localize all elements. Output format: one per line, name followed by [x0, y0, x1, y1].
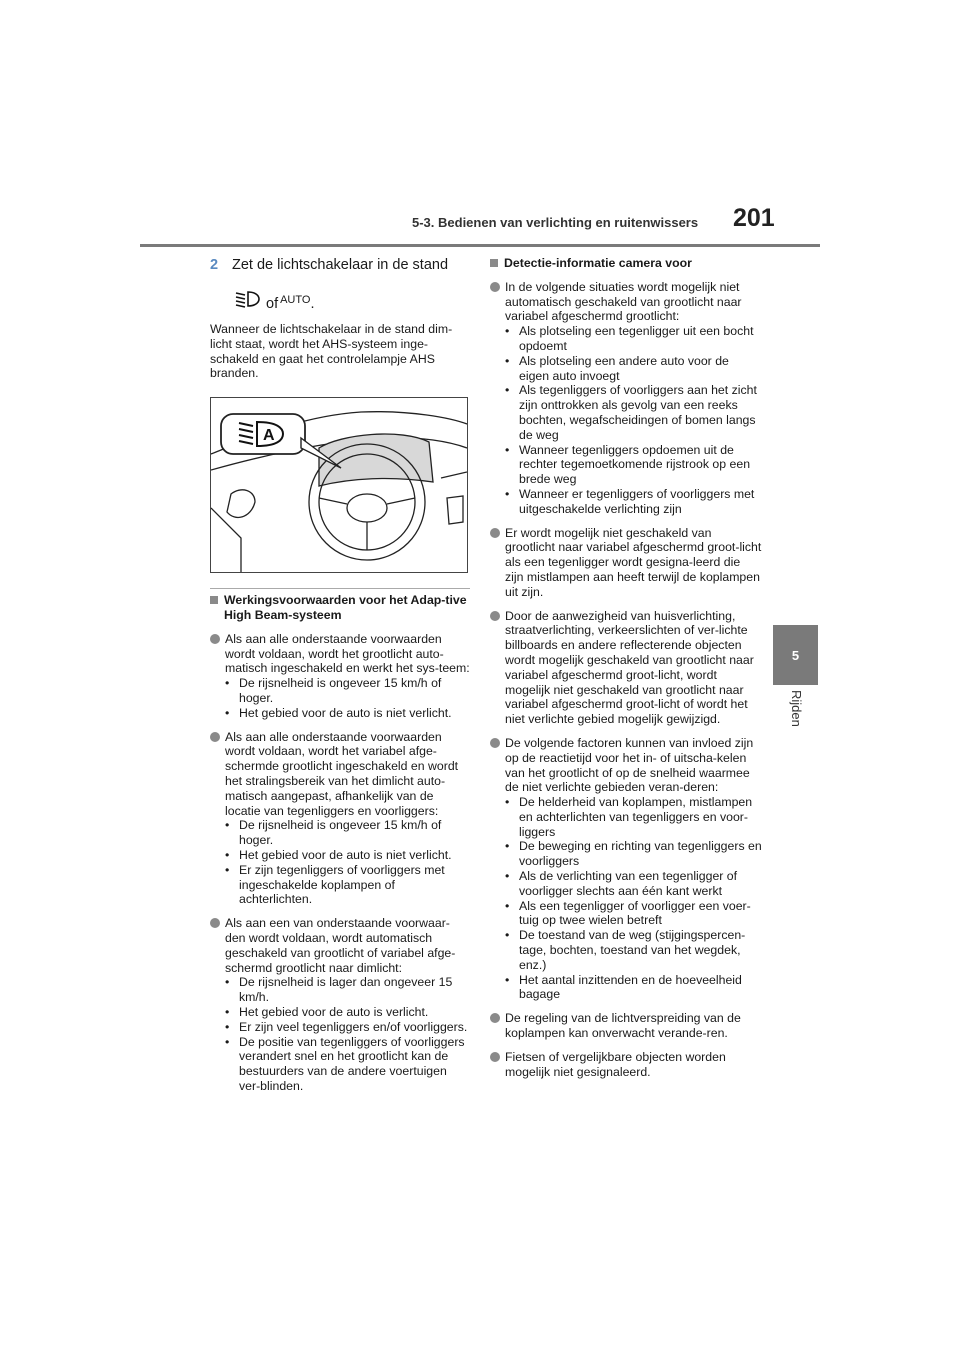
bullet-text: Fietsen of vergelijkbare objecten worden mogelijk niet gesignaleerd.	[505, 1049, 726, 1079]
sub-bullet	[505, 973, 762, 1003]
sub-bullet-text: De rijsnelheid is lager dan ongeveer 15 km/h.	[239, 975, 453, 1005]
round-bullet-icon	[490, 611, 500, 621]
sub-bullet-text: Het aantal inzittenden en de hoeveelheid bagage	[519, 972, 742, 1002]
bullet-body	[505, 1011, 762, 1041]
sub-bullet	[225, 676, 470, 706]
sub-bullet	[505, 324, 762, 354]
sub-bullet	[505, 487, 762, 517]
sub-bullet	[505, 795, 762, 839]
sub-bullet-text: Als plotseling een tegenligger uit een bocht opdoemt	[519, 324, 754, 353]
sub-bullet-mark: •	[505, 795, 510, 810]
sub-bullet-text: De positie van tegenliggers of voorliggers verandert snel en het grootlicht kan de bestuurders van de andere voertuigen ver-blinden.	[239, 1034, 465, 1093]
bullet-body	[505, 736, 762, 1002]
bullet-text: Als aan alle onderstaande voorwaarden wordt voldaan, wordt het grootlicht auto-matisch ingeschakeld en werkt het sys-teem:	[225, 631, 470, 676]
bullet-item	[490, 1050, 762, 1080]
sub-bullet-text: De beweging en richting van tegenliggers en voorliggers	[519, 839, 762, 869]
sub-bullet-text: Als de verlichting van een tegenligger of voorligger slechts aan één kant werkt	[519, 869, 738, 898]
sub-bullet-mark: •	[225, 676, 230, 691]
sub-bullet-mark: •	[225, 1019, 230, 1034]
sub-bullet	[505, 383, 762, 442]
sub-bullet-mark: •	[505, 972, 510, 987]
round-bullet-icon	[490, 1013, 500, 1023]
sub-bullet-text: Er zijn tegenliggers of voorliggers met ingeschakelde koplampen of achterlichten.	[239, 862, 445, 907]
conditions-list	[210, 632, 470, 1094]
section-heading-text: Detectie-informatie camera voor	[504, 256, 692, 270]
sub-bullet	[505, 899, 762, 929]
sub-bullet	[225, 975, 470, 1005]
low-beam-icon	[234, 290, 260, 312]
bullet-text: In de volgende situaties wordt mogelijk niet automatisch geschakeld van grootlicht naar variabel afgeschermd grootlicht:	[505, 279, 742, 324]
bullet-body	[505, 526, 762, 600]
sub-bullet-mark: •	[225, 1034, 230, 1049]
auto-position-icon: AUTO	[280, 294, 311, 307]
sub-bullet-mark: •	[505, 486, 510, 501]
round-bullet-icon	[490, 282, 500, 292]
round-bullet-icon	[210, 634, 220, 644]
bullet-body	[225, 916, 470, 1094]
sub-bullet	[225, 863, 470, 907]
sub-bullet	[225, 1005, 470, 1020]
bullet-item	[490, 280, 762, 517]
sub-bullet-text: Als tegenliggers of voorliggers aan het zicht zijn onttrokken als gevolg van een reeks bochten, wegafscheidingen of bomen langs de weg	[519, 383, 757, 442]
bullet-item	[490, 736, 762, 1002]
square-bullet-icon	[210, 596, 218, 604]
step-2	[210, 256, 470, 274]
camera-info-list	[490, 280, 762, 1080]
sub-bullet	[225, 848, 470, 863]
round-bullet-icon	[210, 732, 220, 742]
chapter-label: Rijden	[789, 690, 804, 727]
section-heading-camera	[490, 256, 762, 271]
section-heading-text: Werkingsvoorwaarden voor het Adap-tive High Beam-systeem	[224, 593, 467, 622]
bullet-text: Er wordt mogelijk niet geschakeld van grootlicht naar variabel afgeschermd groot-licht als een tegenligger wordt gesigna-leerd die zijn mistlampen aan heeft terwijl de koplampen uit zijn.	[505, 525, 762, 599]
sub-bullet-text: Als plotseling een andere auto voor de eigen auto invoegt	[519, 353, 729, 383]
sub-bullet-mark: •	[225, 975, 230, 990]
bullet-item	[490, 526, 762, 600]
sub-bullet-text: Het gebied voor de auto is niet verlicht.	[239, 705, 452, 720]
sub-bullet	[225, 1020, 470, 1035]
sub-bullet-text: Het gebied voor de auto is niet verlicht.	[239, 847, 452, 862]
sub-bullet-text: Wanneer er tegenliggers of voorliggers met uitgeschakelde verlichting zijn	[519, 486, 755, 516]
sub-bullet-mark: •	[225, 862, 230, 877]
sub-bullet	[505, 443, 762, 487]
step-number: 2	[210, 257, 219, 273]
bullet-text: De volgende factoren kunnen van invloed zijn op de reactietijd voor het in- of uitscha-kelen van het grootlicht of op de snelheid waarmee de niet verlichte gebieden veran-deren:	[505, 735, 754, 795]
sub-bullet-text: De toestand van de weg (stijgingspercen-tage, bochten, toestand van het wegdek, enz.)	[519, 928, 746, 972]
indicator-letter: A	[263, 427, 275, 445]
section-header-title: 5-3. Bedienen van verlichting en ruitenwissers	[412, 215, 699, 230]
sub-bullet-text: Het gebied voor de auto is verlicht.	[239, 1004, 429, 1019]
sub-bullet-text: Wanneer tegenliggers opdoemen uit de rechter tegemoetkomende rijstrook op een brede weg	[519, 442, 751, 487]
section-divider	[210, 588, 470, 589]
sub-bullet-mark: •	[225, 818, 230, 833]
sub-bullet	[225, 706, 470, 721]
bullet-item	[210, 730, 470, 908]
bullet-item	[490, 609, 762, 727]
chapter-tab: 5	[773, 625, 818, 685]
sub-bullet-text: De helderheid van koplampen, mistlampen en achterlichten van tegenliggers en voor-liggers	[519, 795, 753, 839]
sub-bullet-mark: •	[225, 1004, 230, 1019]
bullet-item	[490, 1011, 762, 1041]
sub-bullet	[505, 354, 762, 384]
sub-bullet-mark: •	[505, 353, 510, 368]
section-heading-conditions	[210, 593, 470, 623]
round-bullet-icon	[490, 528, 500, 538]
step-period: .	[310, 296, 315, 313]
bullet-text: De regeling van de lichtverspreiding van de koplampen kan onverwacht verande-ren.	[505, 1011, 741, 1041]
sub-bullet-text: Als een tegenligger of voorligger een voer-tuig op twee wielen betreft	[519, 898, 751, 928]
sub-bullet-mark: •	[505, 383, 510, 398]
header-rule	[140, 244, 820, 247]
sub-bullet	[225, 818, 470, 848]
sub-bullet-mark: •	[505, 839, 510, 854]
sub-bullet-text: De rijsnelheid is ongeveer 15 km/h of hoger.	[239, 676, 442, 705]
bullet-body	[225, 730, 470, 908]
sub-bullet-text: Er zijn veel tegenliggers en/of voorliggers.	[239, 1019, 468, 1034]
sub-bullet	[505, 839, 762, 869]
sub-bullet	[225, 1035, 470, 1094]
bullet-body	[505, 609, 762, 727]
page-number: 201	[733, 204, 775, 232]
switch-positions	[234, 288, 470, 312]
bullet-item	[210, 916, 470, 1094]
bullet-item	[210, 632, 470, 721]
right-column	[490, 254, 762, 1079]
step-text: Zet de lichtschakelaar in de stand	[232, 257, 449, 273]
bullet-body	[225, 632, 470, 721]
sub-bullet-mark: •	[505, 442, 510, 457]
or-text: of	[266, 296, 279, 313]
bullet-body	[505, 280, 762, 517]
bullet-text: Als aan een van onderstaande voorwaar-den wordt voldaan, wordt automatisch geschakeld van grootlicht of variabel afge-schermd grootlicht naar dimlicht:	[225, 916, 456, 975]
square-bullet-icon	[490, 259, 498, 267]
sub-bullet-mark: •	[225, 847, 230, 862]
intro-paragraph: Wanneer de lichtschakelaar in de stand dim-licht staat, wordt het AHS-systeem inge-schakeld en gaat het controlelampje AHS branden.	[210, 322, 453, 381]
sub-bullet-mark: •	[505, 928, 510, 943]
round-bullet-icon	[490, 738, 500, 748]
round-bullet-icon	[210, 918, 220, 928]
sub-bullet-mark: •	[225, 705, 230, 720]
bullet-text: Door de aanwezigheid van huisverlichting, straatverlichting, verkeerslichten of ver-lichte billboards en andere reflecterende objecten wordt mogelijk geschakeld van grootlicht naar variabel afgeschermd groot-licht, wordt mogelijk niet geschakeld van grootlicht naar variabel afgeschermd groot-licht of wordt het niet verlichte gebied mogelijk gewijzigd.	[505, 608, 754, 727]
left-column	[210, 254, 470, 1094]
sub-bullet-text: De rijsnelheid is ongeveer 15 km/h of hoger.	[239, 818, 442, 848]
round-bullet-icon	[490, 1052, 500, 1062]
sub-bullet-mark: •	[505, 898, 510, 913]
dashboard-illustration	[210, 397, 468, 573]
sub-bullet-mark: •	[505, 324, 510, 339]
sub-bullet	[505, 869, 762, 899]
sub-bullet-mark: •	[505, 869, 510, 884]
bullet-text: Als aan alle onderstaande voorwaarden wordt voldaan, wordt het variabel afge-schermde grootlicht ingeschakeld en wordt het stralingsbereik van het dimlicht auto-matisch aangepast, afhankelijk van de locatie van tegenliggers en voorliggers:	[225, 729, 459, 818]
sub-bullet	[505, 928, 762, 972]
bullet-body	[505, 1050, 762, 1080]
